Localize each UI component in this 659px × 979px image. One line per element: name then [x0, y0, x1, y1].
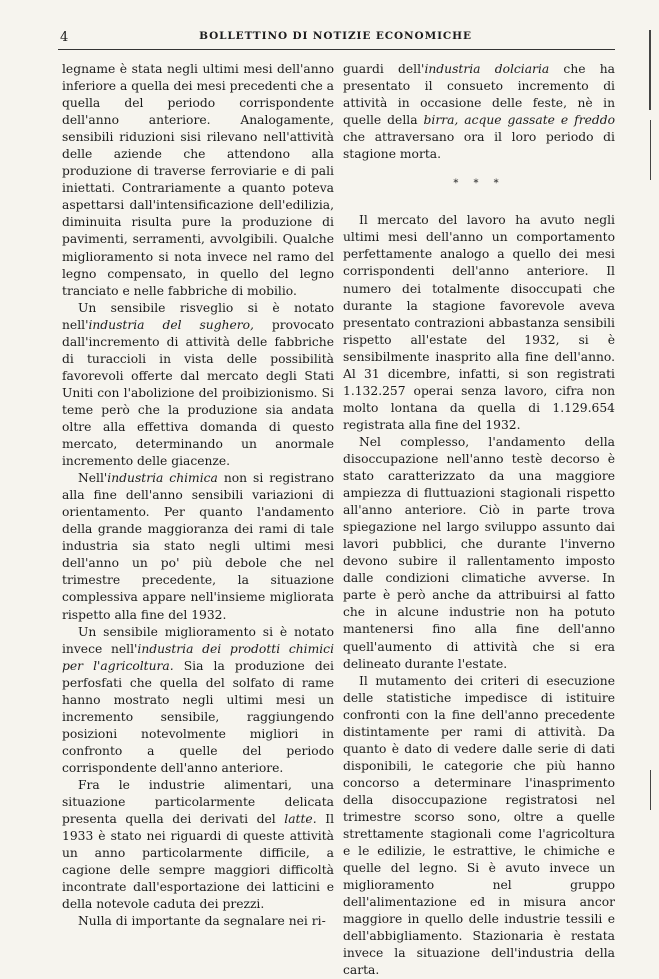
- scan-edge-mark: [649, 30, 651, 110]
- emphasis: industria del sughero,: [88, 317, 254, 332]
- emphasis: latte.: [284, 812, 317, 827]
- text: Un sensibile miglioramento si è notato invece nell': [62, 624, 334, 656]
- paragraph-wood-industry: legname è stata negli ultimi mesi dell'anno inferiore a quella dei mesi precedenti che a quella del periodo corrispondente dell'anno anteriore. Analogamente, sensibili riduzioni sisi rilevano nell'attività delle aziende che attendono alla produzione di traverse ferroviarie e di pali iniettati. Contrariamente a quanto poteva aspettarsi dall'intensificazione dell'edilizia, diminuita risulta pure la produzione di pavimenti, serramenti, avvolgibili. Qualche miglioramento si nota invece nel ramo del legno compensato, in quello del legno tranciato e nelle fabbriche di mobilio.: [62, 62, 334, 298]
- paragraph-statistics-criteria: Il mutamento dei criteri di esecuzione delle statistiche impedisce di istituire confronti con la fine dell'anno precedente distintamente per rami di attività. Da quanto è dato di vedere dalle serie di dati disponibili, le categorie che più hanno concorso a determinare l'inasprimento della disoccupazione registratosi nel trimestre scorso sono, oltre a quelle strettamente stagionali come l'agricoltura e le edilizie, le estrattive, le chimiche e quelle del legno. Si è avuto invece un miglioramento nel gruppo dell'alimentazione ed in misura ancor maggiore in quello delle industrie tessili e dell'abbigliamento. Stazionaria è restata invece la situazione dell'industria della carta.: [343, 673, 615, 978]
- paragraph-unemployment-trend: Nel complesso, l'andamento della disoccupazione nell'anno testè decorso è stato caratterizzato da una maggiore ampiezza di fluttuazioni stagionali rispetto all'anno anteriore. Ciò in parte trova spiegazione nel largo sviluppo assunto dai lavori pubblici, che durante l'inverno devono subire il rallentamento imposto dalle condizioni climatiche avverse. In parte è però anche da attribuirsi al fatto che in alcune industrie non ha potuto mantenersi fino alla fine dell'anno quell'aumento di attività che si era delineato durante l'estate.: [343, 434, 615, 671]
- paragraph-agri-chemicals: [62, 624, 334, 777]
- text: Nell': [78, 471, 108, 486]
- paragraph-dairy: [62, 777, 334, 913]
- text: Il 1933 è stato nei riguardi di queste attività un anno particolarmente difficile, a cagione delle sempre maggiori difficoltà incontrate dall'esportazione dei latticini e della notevole caduta dei prezzi.: [62, 812, 334, 912]
- paragraph-cork-industry: [62, 300, 334, 470]
- scan-edge-mark: [650, 120, 651, 180]
- paragraph-chemical-industry: [62, 470, 334, 623]
- text: Sia la produzione dei perfosfati che quella del solfato di rame hanno mostrato negli ultimi mesi un incremento sensibile, raggiungendo posizioni notevolmente migliori in confronto a quelle del periodo corrispondente dell'anno anteriore.: [62, 658, 334, 775]
- page-number: 4: [60, 30, 69, 45]
- text: provocato dall'incremento di attività delle fabbriche di turaccioli in vista delle possibilità favorevoli offerte dal mercato degli Stati Uniti con l'abolizione del proibizionismo. Si teme però che la produzione sia andata oltre alla effettiva domanda di questo mercato, determinando un anormale incremento delle giacenze.: [62, 317, 334, 469]
- paragraph-confectionery: [343, 61, 615, 163]
- left-column: [62, 61, 334, 930]
- scan-edge-mark: [650, 770, 651, 810]
- emphasis: birra, acque gassate e freddo: [423, 113, 615, 128]
- text: non si registrano alla fine dell'anno sensibili variazioni di orientamento. Per quanto l'andamento della grande maggioranza dei rami di tale industria sia stato negli ultimi mesi dell'anno un po' più debole che nel trimestre precedente, la situazione complessiva appare nell'insieme migliorata rispetto alla fine del 1932.: [62, 471, 334, 622]
- paragraph-continuation: Nulla di importante da segnalare nei ri-: [78, 914, 326, 929]
- text: guardi dell': [343, 62, 425, 76]
- text: Un sensibile risveglio si è notato nell': [62, 300, 334, 332]
- journal-title: BOLLETTINO DI NOTIZIE ECONOMICHE: [199, 30, 472, 42]
- emphasis: industria dolciaria: [424, 62, 550, 76]
- emphasis: industria chimica: [107, 471, 218, 486]
- paragraph-labour-market: Il mercato del lavoro ha avuto negli ultimi mesi dell'anno un comportamento perfettamente analogo a quello dei mesi corrispondenti dell'anno anteriore. Il numero dei totalmente disoccupati che durante la stagione favorevole aveva presentato contrazioni abbastanza sensibili rispetto all'estate del 1932, si è sensibilmente inasprito alla fine dell'anno. Al 31 dicembre, infatti, si son registrati 1.132.257 operai senza lavoro, cifra non molto lontana da quella di 1.129.654 registrata alla fine del 1932.: [343, 213, 615, 432]
- right-column: [343, 61, 615, 979]
- text: che attraversano ora il loro periodo di stagione morta.: [343, 130, 615, 162]
- text: che ha presentato il consueto incremento di attività in occasione delle feste, nè in quelle della: [343, 62, 615, 128]
- text: Fra le industrie alimentari, una situazione particolarmente delicata presenta quella dei derivati del: [62, 777, 334, 827]
- emphasis: industria dei prodotti chimici per l'agricoltura.: [62, 641, 335, 673]
- header-rule: [58, 49, 615, 50]
- running-header: [60, 28, 611, 50]
- section-separator: * * *: [453, 178, 505, 190]
